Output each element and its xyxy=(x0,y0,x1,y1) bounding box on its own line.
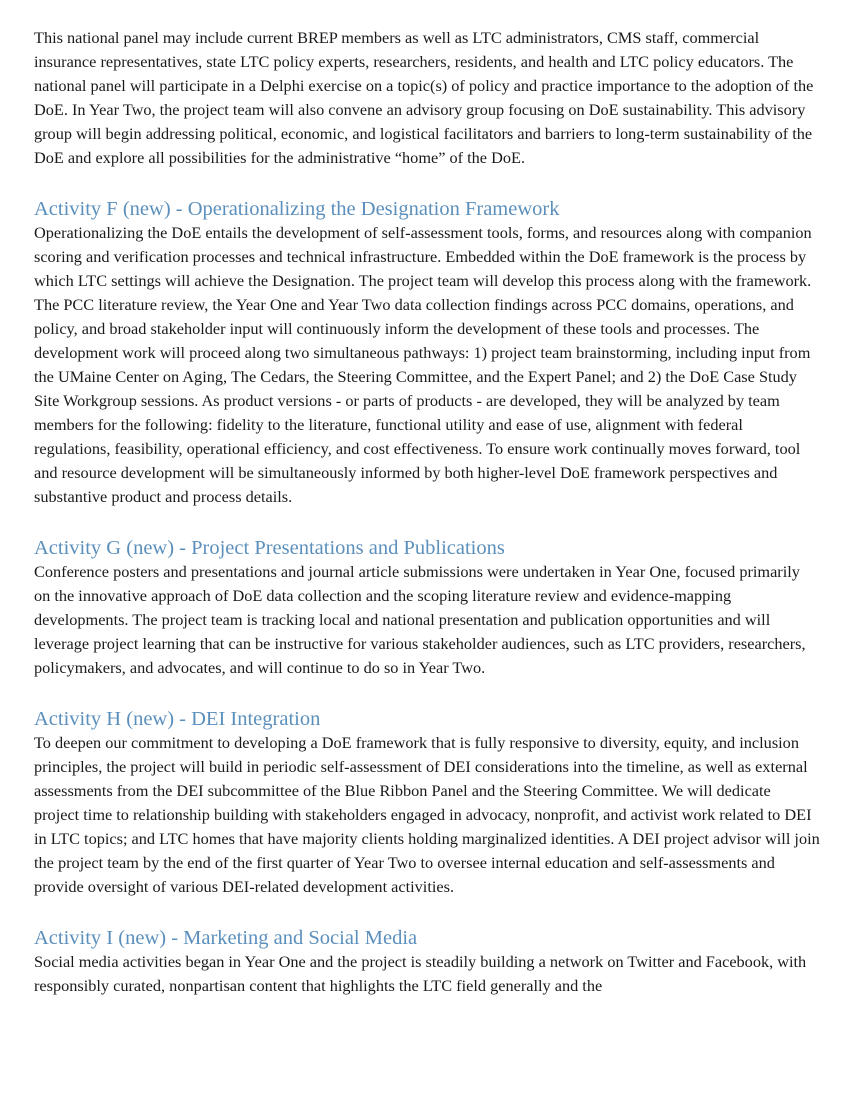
section-heading: Activity F (new) - Operationalizing the Designation Framework xyxy=(34,198,560,220)
section-activity-g xyxy=(34,536,820,680)
intro-paragraph: This national panel may include current BREP members as well as LTC administrators, CMS staff, commercial insurance representatives, state LTC policy experts, researchers, residents, and health and LTC policy educators. The national panel will participate in a Delphi exercise on a topic(s) of policy and practice importance to the adoption of the DoE. In Year Two, the project team will also convene an advisory group focusing on DoE sustainability. This advisory group will begin addressing political, economic, and logistical facilitators and barriers to long-term sustainability of the DoE and explore all possibilities for the administrative “home” of the DoE. xyxy=(34,28,814,167)
section-heading: Activity G (new) - Project Presentations and Publications xyxy=(34,537,505,559)
section-heading: Activity I (new) - Marketing and Social Media xyxy=(34,927,418,949)
section-body: Social media activities began in Year One and the project is steadily building a network on Twitter and Facebook, with responsibly curated, nonpartisan content that highlights the LTC field generally and the xyxy=(34,952,807,995)
section-activity-f xyxy=(34,197,820,509)
document-page xyxy=(34,26,820,998)
section-activity-i xyxy=(34,926,820,998)
section-heading: Activity H (new) - DEI Integration xyxy=(34,708,321,730)
section-body: Conference posters and presentations and journal article submissions were undertaken in Year One, focused primarily on the innovative approach of DoE data collection and the scoping literature review and evidence-mapping developments. The project team is tracking local and national presentation and publication opportunities and will leverage project learning that can be instructive for various stakeholder audiences, such as LTC providers, researchers, policymakers, and advocates, and will continue to do so in Year Two. xyxy=(34,562,806,677)
section-activity-h xyxy=(34,707,820,899)
section-body: To deepen our commitment to developing a DoE framework that is fully responsive to diversity, equity, and inclusion principles, the project will build in periodic self-assessment of DEI considerations into the timeline, as well as external assessments from the DEI subcommittee of the Blue Ribbon Panel and the Steering Committee. We will dedicate project time to relationship building with stakeholders engaged in advocacy, nonprofit, and activist work related to DEI in LTC topics; and LTC homes that have majority clients holding marginalized identities. A DEI project advisor will join the project team by the end of the first quarter of Year Two to oversee internal education and self-assessments and provide oversight of various DEI-related development activities. xyxy=(34,733,820,896)
section-body: Operationalizing the DoE entails the development of self-assessment tools, forms, and resources along with companion scoring and verification processes and technical infrastructure. Embedded within the DoE framework is the process by which LTC settings will achieve the Designation. The project team will develop this process along with the framework. The PCC literature review, the Year One and Year Two data collection findings across PCC domains, operations, and policy, and broad stakeholder input will continuously inform the development of these tools and processes. The development work will proceed along two simultaneous pathways: 1) project team brainstorming, including input from the UMaine Center on Aging, The Cedars, the Steering Committee, and the Expert Panel; and 2) the DoE Case Study Site Workgroup sessions. As product versions - or parts of products - are developed, they will be analyzed by team members for the following: fidelity to the literature, functional utility and ease of use, alignment with federal regulations, feasibility, operational efficiency, and cost effectiveness. To ensure work continually moves forward, tool and resource development will be simultaneously informed by both higher-level DoE framework perspectives and substantive product and process details. xyxy=(34,223,812,506)
